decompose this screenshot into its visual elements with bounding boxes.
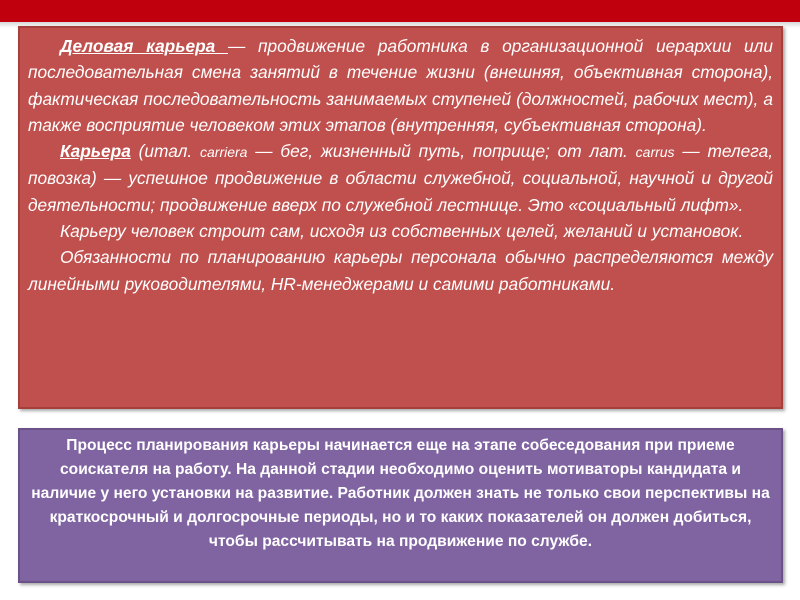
paragraph-career-self-built: Карьеру человек строит сам, исходя из собственных целей, желаний и установок.	[60, 221, 744, 242]
latin-word-carriera: carriera	[200, 144, 248, 161]
top-accent-bar	[0, 0, 800, 22]
term-business-career: Деловая карьера	[60, 36, 228, 56]
term-career: Карьера	[60, 141, 131, 162]
paragraph-career	[28, 138, 773, 218]
definition-business-career: — продвижение работника в организационной иерархии или последовательная смена занятий в течение жизни (внешняя, объективная сторона), фактическая последовательность занимаемых ступеней (должностей, рабочих мест), а также восприятие человеком этих этапов (внутренняя, субъективная сторона).	[28, 36, 773, 135]
career-etymology-part-2: — бег, жизненный путь, поприще; от лат.	[247, 141, 636, 162]
latin-word-carrus: carrus	[635, 144, 675, 161]
definitions-box	[18, 26, 783, 409]
career-planning-note-text: Процесс планирования карьеры начинается еще на этапе собеседования при приеме соискателя на работу. На данной стадии необходимо оценить мотиваторы кандидата и наличие у него установки на развитие. Работник должен знать не только свои перспективы на краткосрочный и долгосрочные периоды, но и то каких показателей он должен добиться, чтобы рассчитывать на продвижение по службе.	[31, 437, 770, 550]
career-planning-note-box	[18, 428, 783, 583]
paragraph-business-career	[28, 33, 773, 138]
career-definition: — телега, повозка) — успешное продвижение в области служебной, социальной, научной и другой деятельности; продвижение вверх по служебной лестнице. Это «социальный лифт».	[28, 141, 773, 215]
career-etymology-part-1: (итал.	[130, 141, 200, 162]
paragraph-career-planning-duties: Обязанности по планированию карьеры персонала обычно распределяются между линейными руководителями, HR-менеджерами и самими работниками.	[28, 247, 773, 294]
